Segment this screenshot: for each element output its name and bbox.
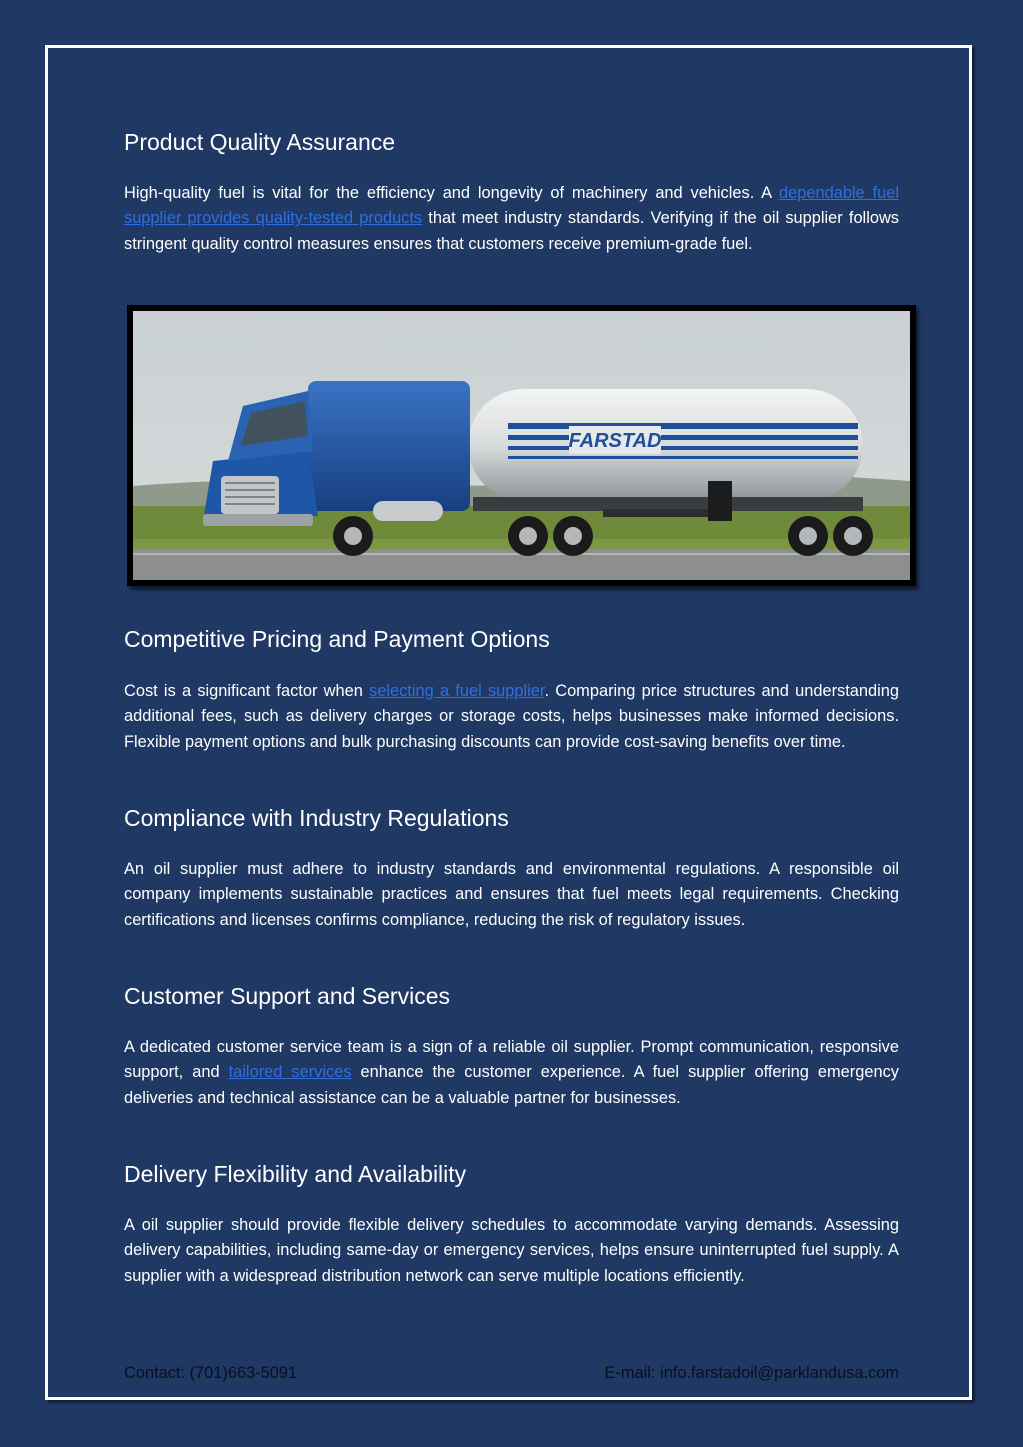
heading-support: Customer Support and Services [124,983,450,1009]
heading-delivery: Delivery Flexibility and Availability [124,1161,467,1187]
link-selecting-fuel-supplier[interactable]: selecting a fuel supplier [369,682,545,700]
paragraph-support [124,1035,899,1111]
heading-quality: Product Quality Assurance [124,129,396,155]
text-support-1: A dedicated customer service team is a sign of a reliable oil supplier. Prompt communication, responsive support, and [124,1038,899,1082]
tank-logo-text: FARSTAD [568,430,662,452]
text-support-2: enhance the customer experience. A fuel supplier offering emergency deliveries and technical assistance can be a valuable partner for businesses. [124,1063,899,1107]
text-quality-2: that meet industry standards. Verifying if the oil supplier follows stringent quality control measures ensures that customers receive premium-grade fuel. [124,209,899,253]
paragraph-pricing [124,679,899,755]
paragraph-delivery: A oil supplier should provide flexible delivery schedules to accommodate varying demands. Assessing delivery capabilities, including same-day or emergency services, helps ensure uninterrupted fuel supply. A supplier with a widespread distribution network can serve multiple locations efficiently. [124,1216,899,1285]
footer-contact: Contact: (701)663-5091 [124,1364,298,1382]
fuel-tanker-truck-image [133,311,910,580]
heading-pricing: Competitive Pricing and Payment Options [124,626,550,652]
text-quality-1: High-quality fuel is vital for the efficiency and longevity of machinery and vehicles. A [124,184,780,202]
link-quality-tested-products[interactable]: dependable fuel supplier provides quality-tested products [124,184,899,228]
paragraph-compliance: An oil supplier must adhere to industry standards and environmental regulations. A responsible oil company implements sustainable practices and ensures that fuel meets legal requirements. Checking certifications and licenses confirms compliance, reducing the risk of regulatory issues. [124,860,899,929]
footer-email: E-mail: info.farstadoil@parklandusa.com [604,1364,899,1382]
heading-compliance: Compliance with Industry Regulations [124,805,509,831]
text-pricing-1: Cost is a significant factor when [124,682,370,700]
link-tailored-services[interactable]: tailored services [228,1063,352,1082]
text-pricing-2: . Comparing price structures and understanding additional fees, such as delivery charges or storage costs, helps businesses make informed decisions. Flexible payment options and bulk purchasing discounts can provide cost-saving benefits over time. [124,682,900,751]
paragraph-quality [124,181,899,257]
truck-photo [127,305,916,586]
